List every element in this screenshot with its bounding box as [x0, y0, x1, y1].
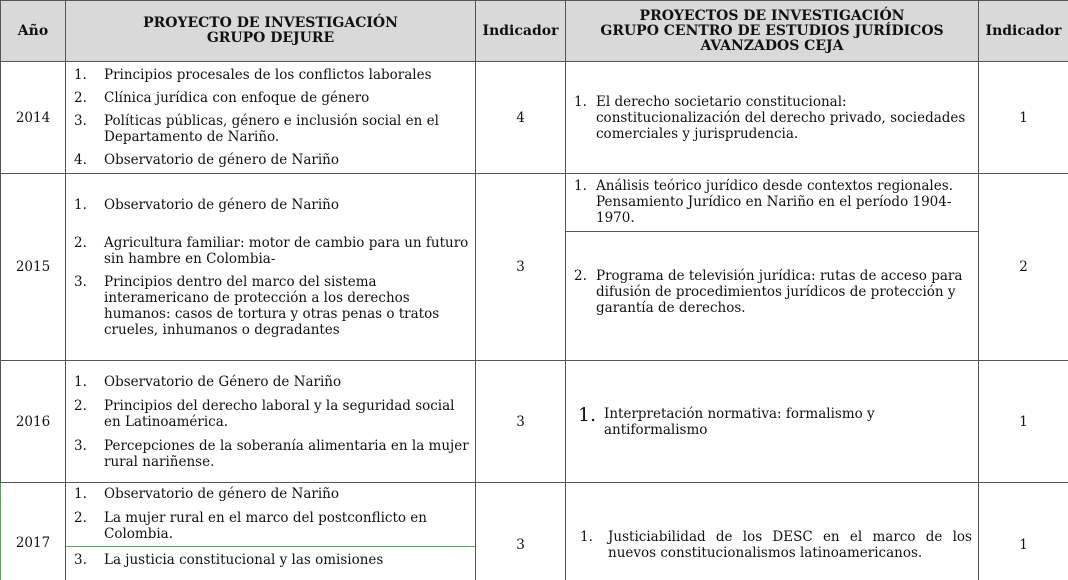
- list-item: 3. Principios dentro del marco del sistema interamericano de protección a los derechos humanos: casos de tortura y otras penas o tratos crueles, inhumanos o degradantes: [74, 273, 440, 338]
- ceja-projects-cell: [566, 361, 979, 483]
- header-row: [1, 1, 1068, 62]
- ceja-subcell: [566, 232, 978, 316]
- header-indicator-2: Indicador: [979, 1, 1068, 62]
- list-item: 2. Programa de televisión jurídica: rutas de acceso para difusión de procedimientos jurídicos de protección y garantía de derechos.: [574, 268, 963, 316]
- ceja-projects-cell: [566, 62, 979, 174]
- indicator-cell: 3: [476, 483, 566, 580]
- header-ceja: PROYECTOS DE INVESTIGACIÓN GRUPO CENTRO DE ESTUDIOS JURÍDICOS AVANZADOS CEJA: [566, 1, 979, 62]
- list-item: 1. Observatorio de género de Nariño: [74, 486, 339, 502]
- list-item: 1. Interpretación normativa: formalismo y antiformalismo: [578, 403, 875, 438]
- header-year: Año: [1, 1, 66, 62]
- dejure-projects-cell: [66, 62, 476, 174]
- row-divider: [66, 546, 475, 547]
- indicator-cell: 4: [476, 62, 566, 174]
- list-item: 1. Observatorio de Género de Nariño: [74, 373, 342, 390]
- list-item: 1. Principios procesales de los conflictos laborales: [74, 67, 432, 83]
- table-row-2014: [1, 62, 1068, 174]
- list-item: 1. Observatorio de género de Nariño: [74, 196, 339, 213]
- list-item: 1. Justiciabilidad de los DESC en el marco de los nuevos constitucionalismos latinoamericanos.: [580, 529, 972, 561]
- indicator-cell: 3: [476, 361, 566, 483]
- header-dejure: PROYECTO DE INVESTIGACIÓN GRUPO DEJURE: [66, 1, 476, 62]
- list-item: 1. Análisis teórico jurídico desde contextos regionales. Pensamiento Jurídico en Nariño en el período 1904-1970.: [574, 178, 953, 226]
- indicator-cell: 2: [979, 174, 1068, 361]
- list-item: 4. Observatorio de género de Nariño: [74, 152, 339, 168]
- list-item: 2. Agricultura familiar: motor de cambio para un futuro sin hambre en Colombia-: [74, 234, 469, 267]
- header-indicator-1: Indicador: [476, 1, 566, 62]
- indicator-cell: 1: [979, 483, 1068, 580]
- ceja-subcell: [566, 174, 978, 232]
- year-cell: 2017: [1, 483, 66, 580]
- table-row-2015: [1, 174, 1068, 361]
- list-item: 3. Políticas públicas, género e inclusión social en el Departamento de Nariño.: [74, 113, 439, 145]
- list-item: 3. Percepciones de la soberanía alimentaria en la mujer rural nariñense.: [74, 437, 469, 470]
- year-cell: 2014: [1, 62, 66, 174]
- dejure-projects-cell: [66, 361, 476, 483]
- indicator-cell: 1: [979, 361, 1068, 483]
- table-row-2017: [1, 483, 1068, 580]
- list-item: 2. Principios del derecho laboral y la seguridad social en Latinoamérica.: [74, 397, 455, 430]
- indicator-cell: 1: [979, 62, 1068, 174]
- year-cell: 2016: [1, 361, 66, 483]
- ceja-projects-cell: [566, 174, 979, 361]
- indicator-cell: 3: [476, 174, 566, 361]
- dejure-projects-cell: [66, 174, 476, 361]
- year-cell: 2015: [1, 174, 66, 361]
- list-item: 2. La mujer rural en el marco del postconflicto en Colombia.: [74, 510, 427, 542]
- list-item: 1. El derecho societario constitucional: constitucionalización del derecho privado, sociedades comerciales y jurisprudencia.: [574, 93, 966, 142]
- dejure-projects-cell: [66, 483, 476, 580]
- list-item: 3. La justicia constitucional y las omisiones: [74, 552, 384, 568]
- ceja-projects-cell: [566, 483, 979, 580]
- table-row-2016: [1, 361, 1068, 483]
- list-item: 2. Clínica jurídica con enfoque de género: [74, 90, 370, 106]
